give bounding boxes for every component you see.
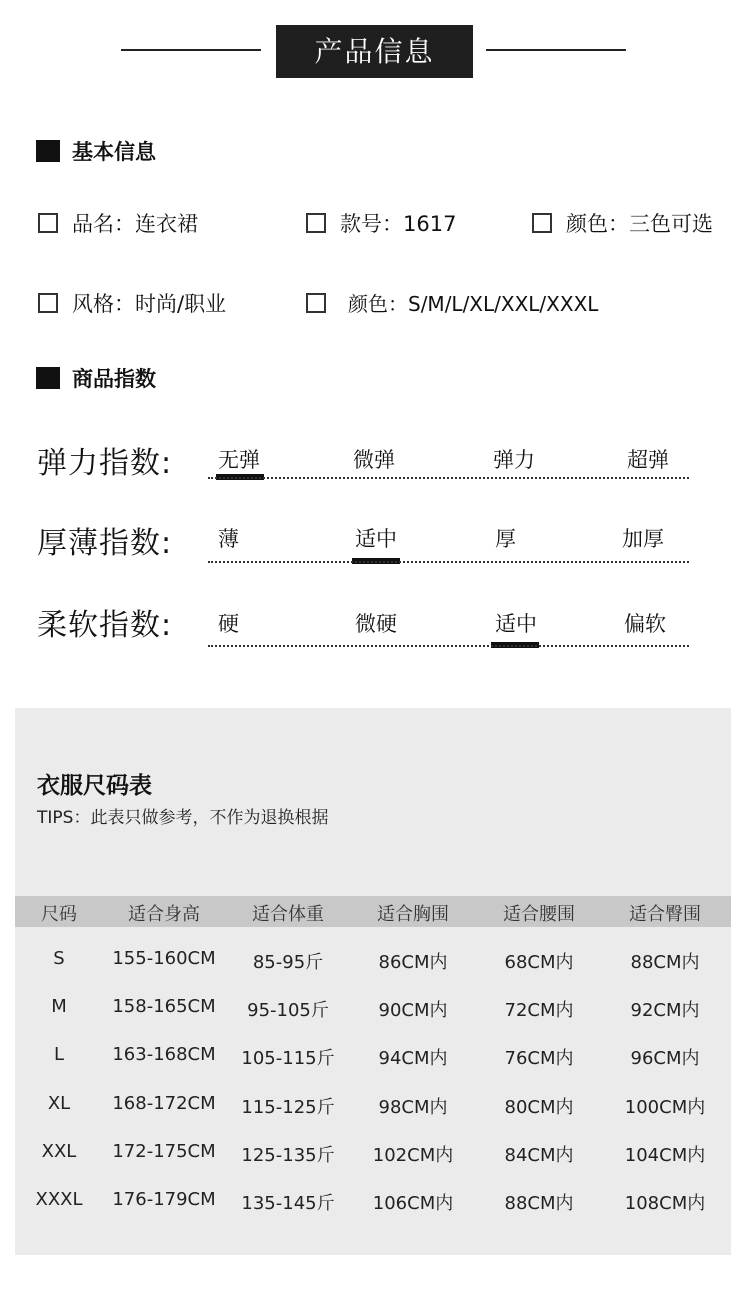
size-table-cell: 92CM内 [630, 1000, 700, 1021]
section-basic-info-heading: 基本信息 [72, 140, 156, 164]
info-item-label: 颜色：S/M/L/XL/XXL/XXXL [348, 292, 599, 316]
size-table-cell: 96CM内 [630, 1048, 700, 1069]
size-table-cell: S [53, 948, 65, 969]
size-table-cell: 158-165CM [112, 996, 216, 1017]
size-table-cell: 68CM内 [504, 952, 574, 973]
elasticity-option: 无弹 [218, 448, 260, 472]
size-table-cell: L [53, 1044, 65, 1065]
size-table-cell: 176-179CM [112, 1189, 216, 1210]
softness-option: 适中 [495, 612, 537, 636]
size-table-cell: 80CM内 [504, 1097, 574, 1118]
header-right-rule [486, 49, 626, 51]
checkbox-icon [532, 213, 552, 233]
size-table-header-bar [15, 896, 731, 927]
thickness-option: 适中 [355, 527, 397, 551]
size-table-cell: 94CM内 [378, 1048, 448, 1069]
softness-option: 微硬 [355, 612, 397, 636]
softness-scale-line [208, 645, 689, 647]
elasticity-option: 超弹 [627, 448, 669, 472]
info-item-label: 颜色：三色可选 [566, 212, 713, 236]
checkbox-icon [306, 213, 326, 233]
size-table-cell: 172-175CM [112, 1141, 216, 1162]
info-item-name [38, 208, 198, 238]
size-table-cell: 72CM内 [504, 1000, 574, 1021]
size-table-header-cell: 适合体重 [252, 904, 324, 925]
elasticity-option: 弹力 [493, 448, 535, 472]
softness-option: 偏软 [624, 612, 666, 636]
size-table-cell: 88CM内 [630, 952, 700, 973]
size-table-cell: 106CM内 [372, 1193, 454, 1214]
size-table-header-cell: 适合腰围 [503, 904, 575, 925]
info-item-label: 款号：1617 [340, 212, 457, 236]
page-title: 产品信息 [276, 25, 473, 78]
elasticity-index-label: 弹力指数: [37, 446, 173, 481]
size-table-cell: 84CM内 [504, 1145, 574, 1166]
section-basic-info [36, 136, 156, 166]
size-table-cell: 105-115斤 [241, 1048, 335, 1069]
thickness-option: 厚 [495, 527, 516, 551]
softness-index-label: 柔软指数: [37, 608, 173, 643]
size-table-cell: 104CM内 [624, 1145, 706, 1166]
size-table-cell: 115-125斤 [241, 1097, 335, 1118]
thickness-scale-line [208, 561, 689, 563]
size-table-cell: 102CM内 [372, 1145, 454, 1166]
size-chart-title: 衣服尺码表 [37, 773, 152, 799]
size-table-cell: 86CM内 [378, 952, 448, 973]
size-chart-tips: TIPS：此表只做参考，不作为退换根据 [37, 808, 329, 828]
size-table-header-cell: 尺码 [41, 904, 77, 925]
info-item-color [532, 208, 713, 238]
size-table-cell: 95-105斤 [247, 1000, 329, 1021]
size-table-cell: XXL [41, 1141, 77, 1162]
size-table-header-cell: 适合臀围 [629, 904, 701, 925]
info-item-style-no [306, 208, 456, 238]
info-item-label: 品名：连衣裙 [72, 212, 198, 236]
size-table-cell: 108CM内 [624, 1193, 706, 1214]
checkbox-icon [306, 293, 326, 313]
size-table-cell: 135-145斤 [241, 1193, 335, 1214]
square-bullet-icon [36, 367, 60, 389]
size-table-header-cell: 适合胸围 [377, 904, 449, 925]
size-table-header-cell: 适合身高 [128, 904, 200, 925]
header-left-rule [121, 49, 261, 51]
size-table-cell: M [51, 996, 67, 1017]
size-table-cell: XXXL [35, 1189, 83, 1210]
section-product-index-heading: 商品指数 [72, 367, 156, 391]
elasticity-option: 微弹 [353, 448, 395, 472]
info-item-style [38, 288, 226, 318]
size-table-cell: 155-160CM [112, 948, 216, 969]
info-item-sizes [306, 288, 598, 317]
size-table-cell: 76CM内 [504, 1048, 574, 1069]
size-table-cell: 88CM内 [504, 1193, 574, 1214]
elasticity-scale-line [208, 477, 689, 479]
thickness-index-label: 厚薄指数: [37, 526, 173, 561]
size-table-cell: 100CM内 [624, 1097, 706, 1118]
size-table-cell: 90CM内 [378, 1000, 448, 1021]
section-product-index [36, 363, 156, 393]
checkbox-icon [38, 293, 58, 313]
size-table-cell: 168-172CM [112, 1093, 216, 1114]
info-item-label: 风格：时尚/职业 [72, 292, 227, 316]
square-bullet-icon [36, 140, 60, 162]
softness-option: 硬 [218, 612, 239, 636]
size-table-cell: 163-168CM [112, 1044, 216, 1065]
size-table-cell: 85-95斤 [252, 952, 324, 973]
checkbox-icon [38, 213, 58, 233]
size-table-cell: 125-135斤 [241, 1145, 335, 1166]
thickness-option: 加厚 [622, 527, 664, 551]
size-table-cell: 98CM内 [378, 1097, 448, 1118]
size-table-cell: XL [47, 1093, 71, 1114]
thickness-option: 薄 [218, 527, 239, 551]
